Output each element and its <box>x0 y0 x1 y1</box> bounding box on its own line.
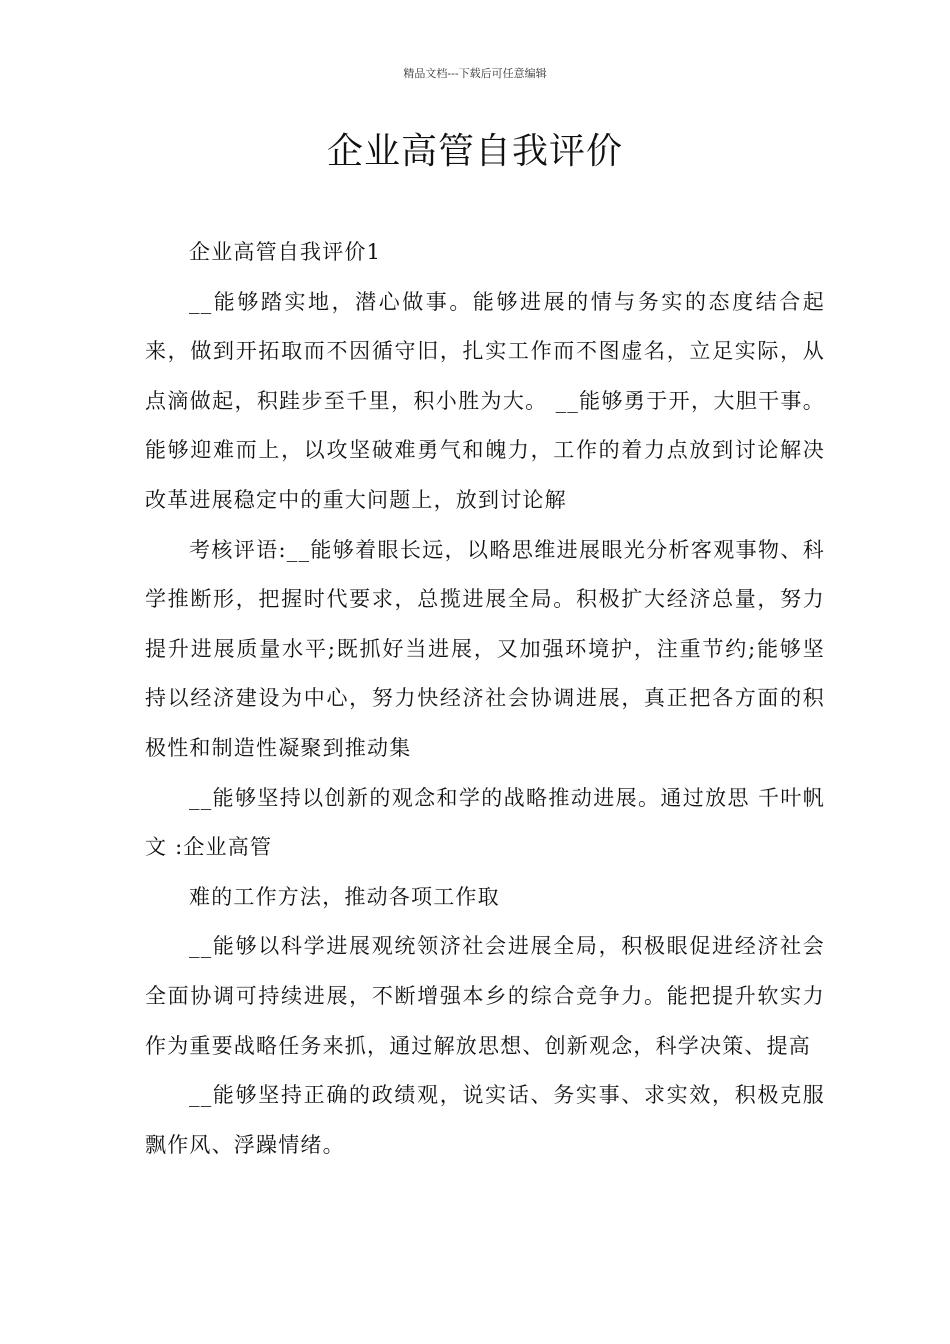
paragraph: __能够踏实地，潜心做事。能够进展的情与务实的态度结合起来，做到开拓取而不因循守旧，扎实工作而不图虚名，立足实际，从点滴做起，积跬步至千里，积小胜为大。 __能够勇于开，大胆干事。能够迎难而上，以攻坚破难勇气和魄力，工作的着力点放到讨论解决改革进展稳定中的重大问题上，放到讨论解 <box>145 289 825 512</box>
paragraph: 难的工作方法，推动各项工作取 <box>189 884 500 909</box>
paragraph: __能够坚持以创新的观念和学的战略推动进展。通过放思 千叶帆文 :企业高管 <box>145 785 825 860</box>
paragraph-subtitle: 企业高管自我评价1 <box>189 240 382 264</box>
paragraph: 考核评语:__能够着眼长远，以略思维进展眼光分析客观事物、科学推断形，把握时代要求，总揽进展全局。积极扩大经济总量，努力提升进展质量水平;既抓好当进展，又加强环境护，注重节约;能够坚持以经济建设为中心，努力快经济社会协调进展，真正把各方面的积极性和制造性凝聚到推动集 <box>145 537 825 760</box>
document-title: 企业高管自我评价 <box>326 131 623 172</box>
paragraph: __能够坚持正确的政绩观，说实话、务实事、求实效，积极克服飘作风、浮躁情绪。 <box>145 1083 825 1157</box>
page-header: 精品文档---下载后可任意编辑 <box>403 67 547 80</box>
paragraph: __能够以科学进展观统领济社会进展全局，积极眼促进经济社会全面协调可持续进展，不断增强本乡的综合竞争力。能把提升软实力作为重要战略任务来抓，通过解放思想、创新观念，科学决策、提高 <box>145 934 825 1058</box>
document-body <box>145 228 825 1170</box>
